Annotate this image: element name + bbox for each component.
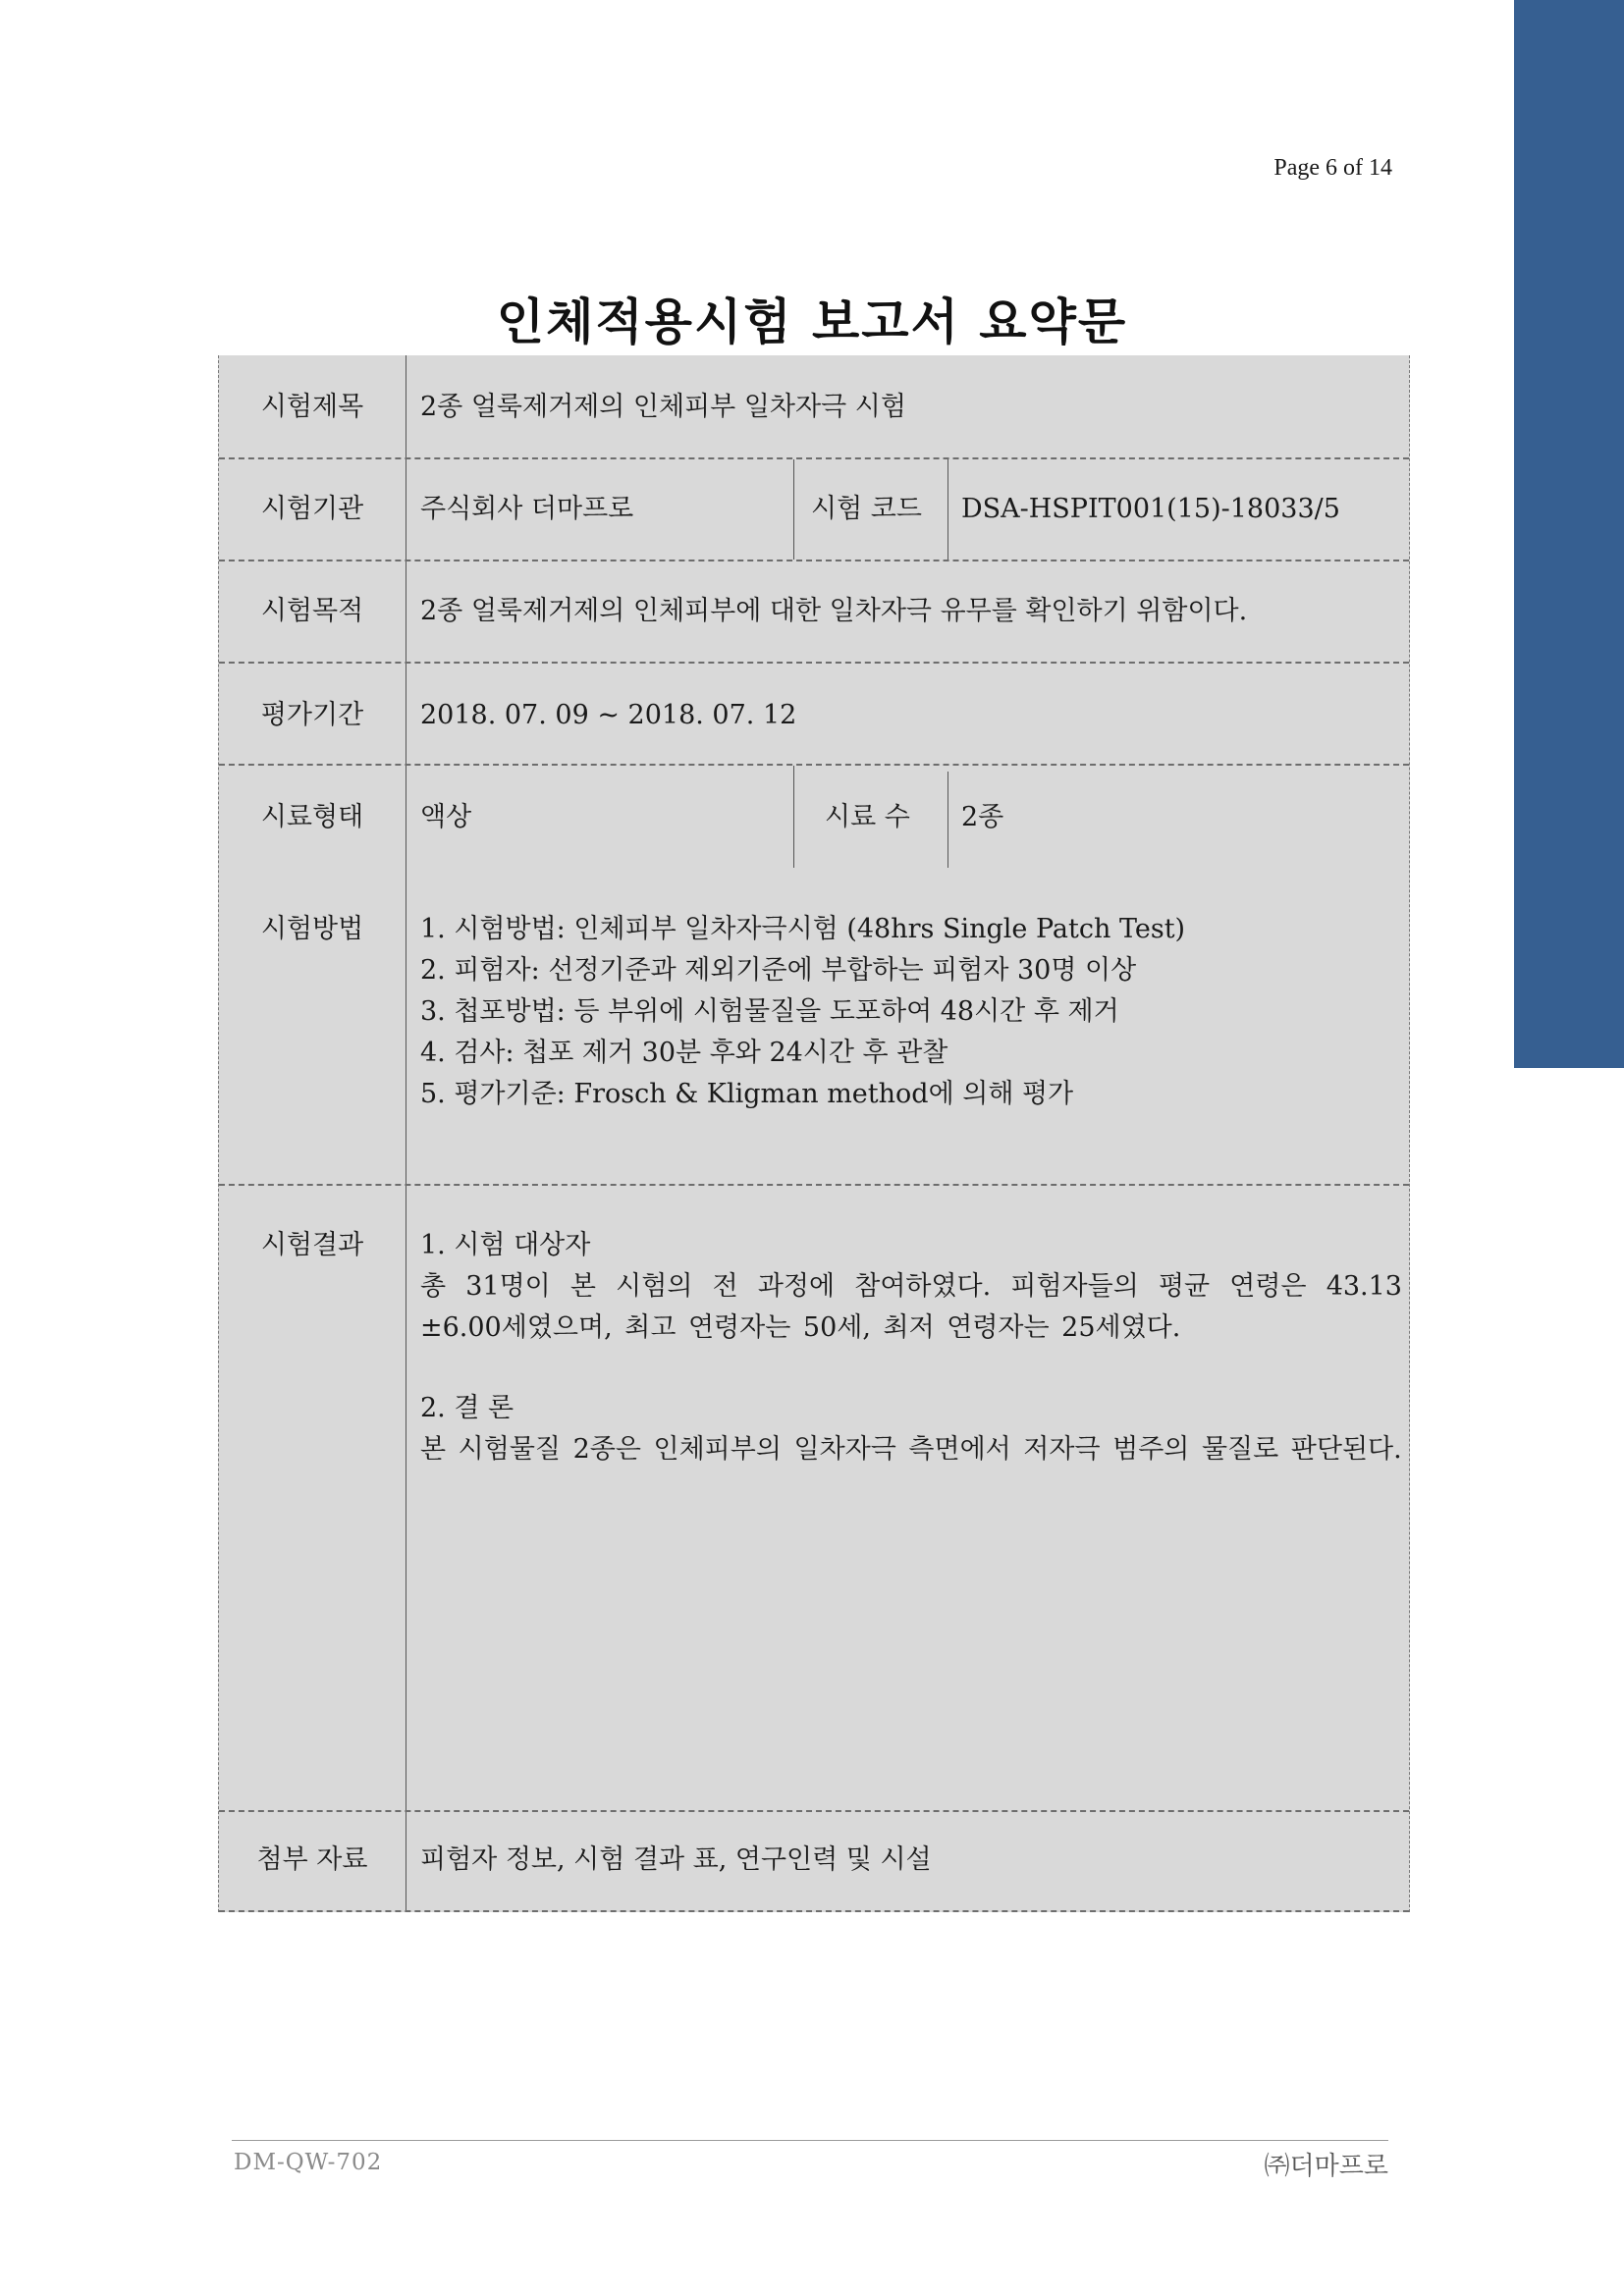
footer-doc-code: DM-QW-702	[234, 2150, 383, 2175]
method-line-2: 2. 피험자: 선정기준과 제외기준에 부합하는 피험자 30명 이상	[420, 955, 1137, 986]
test-code-label: 시험 코드	[811, 494, 922, 524]
method-label: 시험방법	[260, 914, 364, 944]
footer-divider	[232, 2140, 1388, 2141]
row-period	[219, 664, 1409, 766]
results-paragraph-1: 총 31명이 본 시험의 전 과정에 참여하였다. 피험자들의 평균 연령은 43.13 ±6.00세였으며, 최고 연령자는 50세, 최저 연령자는 25세였다.	[420, 1271, 1402, 1343]
sample-count-label: 시료 수	[825, 802, 910, 832]
row-results	[219, 1186, 1409, 1812]
institution-label: 시험기관	[260, 494, 364, 524]
row-attachments	[219, 1812, 1409, 1912]
sample-form-value: 액상	[420, 802, 472, 832]
row-test-title	[219, 355, 1409, 459]
row-purpose	[219, 561, 1409, 664]
side-accent-bar	[1514, 0, 1624, 1068]
test-code-value: DSA-HSPIT001(15)-18033/5	[961, 494, 1340, 524]
purpose-label: 시험목적	[260, 596, 364, 626]
row-institution	[219, 459, 1409, 561]
row-sample	[219, 766, 1409, 868]
period-value: 2018. 07. 09 ~ 2018. 07. 12	[420, 700, 797, 730]
method-line-5: 5. 평가기준: Frosch & Kligman method에 의해 평가	[420, 1079, 1074, 1109]
method-line-3: 3. 첩포방법: 등 부위에 시험물질을 도포하여 48시간 후 제거	[420, 996, 1119, 1027]
test-title-value: 2종 얼룩제거제의 인체피부 일차자극 시험	[420, 392, 906, 422]
attachments-value: 피험자 정보, 시험 결과 표, 연구인력 및 시설	[420, 1844, 932, 1875]
results-heading-1: 1. 시험 대상자	[420, 1230, 591, 1260]
method-line-4: 4. 검사: 첩포 제거 30분 후와 24시간 후 관찰	[420, 1038, 948, 1068]
footer-company: ㈜더마프로	[1264, 2152, 1388, 2181]
institution-value: 주식회사 더마프로	[420, 494, 634, 524]
results-heading-2: 2. 결 론	[420, 1393, 514, 1423]
sample-form-label: 시료형태	[260, 802, 364, 832]
period-label: 평가기간	[260, 700, 364, 730]
summary-form	[218, 355, 1410, 1912]
attachments-label: 첨부 자료	[256, 1844, 368, 1875]
method-line-1: 1. 시험방법: 인체피부 일차자극시험 (48hrs Single Patch Test)	[420, 914, 1186, 944]
test-title-label: 시험제목	[260, 392, 364, 422]
page-number: Page 6 of 14	[1273, 155, 1392, 181]
sample-count-value: 2종	[961, 802, 1004, 832]
purpose-value: 2종 얼룩제거제의 인체피부에 대한 일차자극 유무를 확인하기 위함이다.	[420, 596, 1248, 626]
results-paragraph-2: 본 시험물질 2종은 인체피부의 일차자극 측면에서 저자극 범주의 물질로 판단된다.	[420, 1434, 1402, 1465]
page-title: 인체적용시험 보고서 요약문	[496, 294, 1128, 350]
row-method	[219, 868, 1409, 1186]
results-label: 시험결과	[260, 1230, 364, 1260]
